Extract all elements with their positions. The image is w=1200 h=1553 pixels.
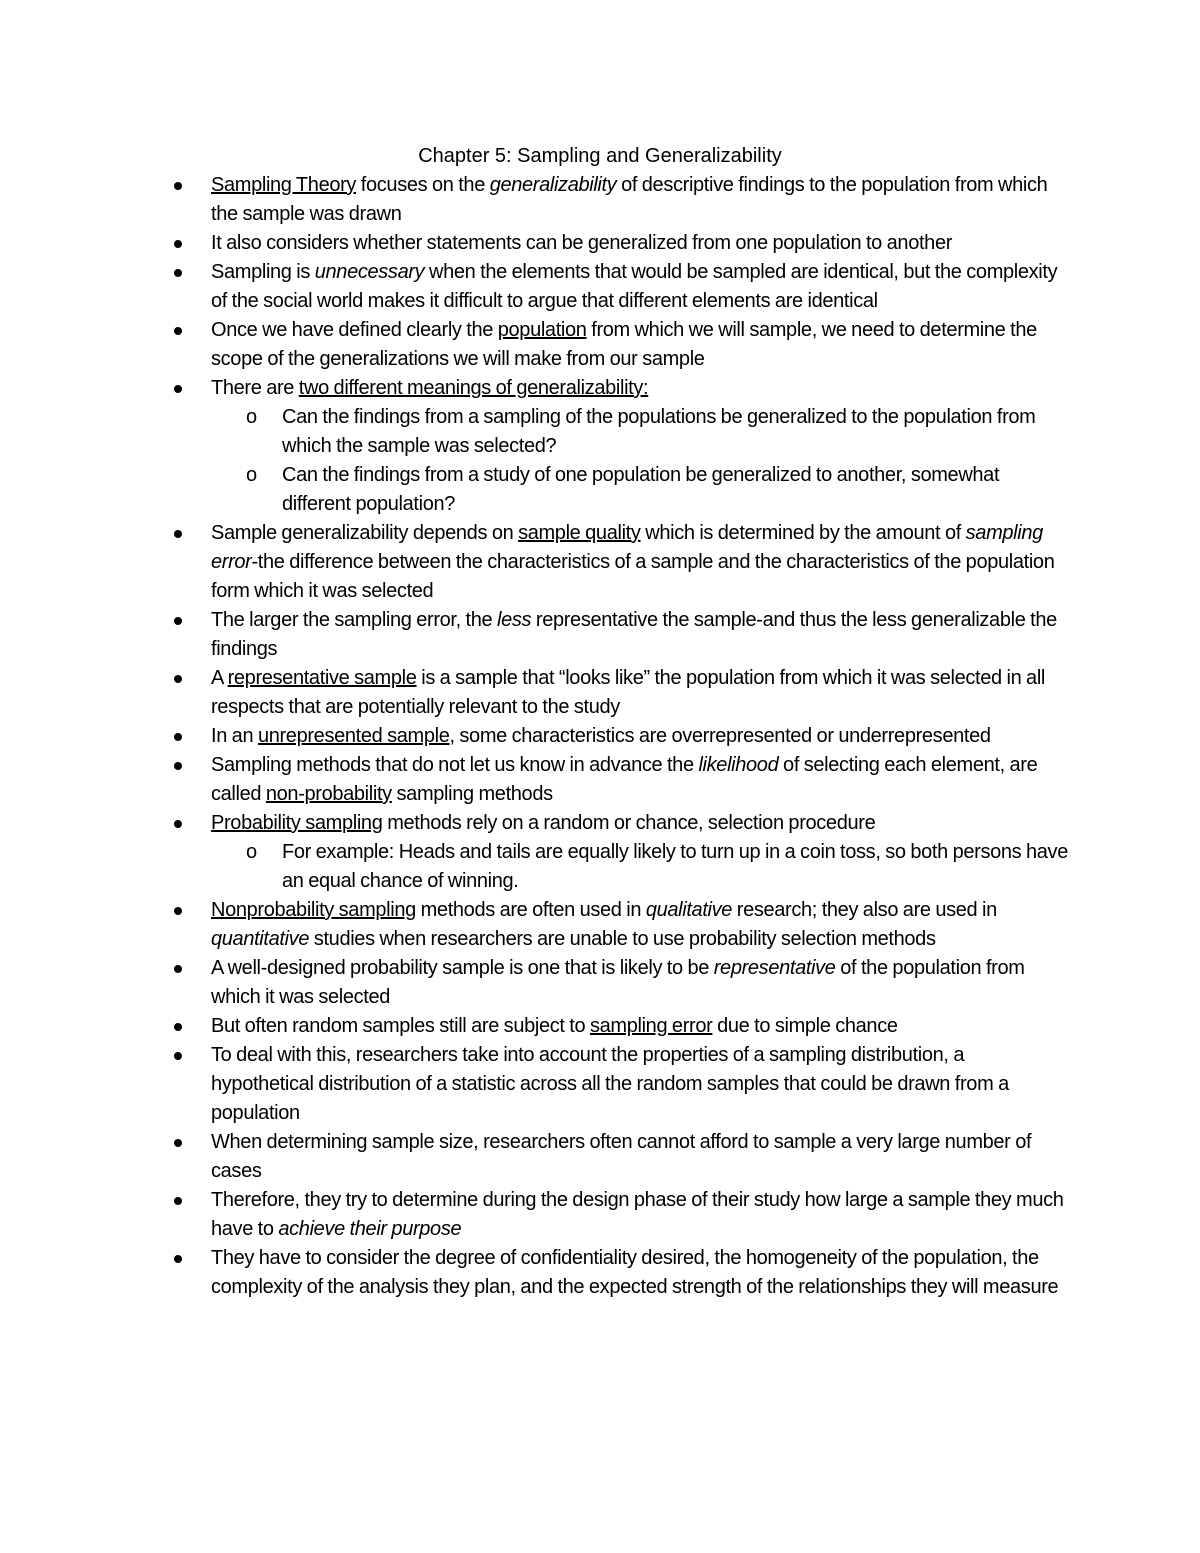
text-segment: Sampling is [211, 261, 315, 283]
text-segment: some characteristics are overrepresented or underrepresented [454, 725, 991, 747]
list-item [0, 606, 1200, 664]
underlined-term: unrepresented sample, [257, 725, 455, 747]
text-segment: A well-designed probability sample is one that is likely to be [211, 957, 714, 979]
text-segment: due to simple chance [712, 1015, 898, 1037]
text-segment: Can the findings from a study of one population be generalized to another, somewhat different population? [282, 464, 1000, 515]
bullet-icon [174, 762, 182, 770]
bullet-icon [174, 327, 182, 335]
text-segment: -the difference between the characteristics of a sample and the characteristics of the population form which it was selected [211, 551, 1055, 602]
text-segment: from which we will sample, we need to determine the scope of the generalizations we will make from our sample [211, 319, 1037, 370]
text-segment: Sample generalizability depends on [211, 522, 519, 544]
bullet-icon [174, 617, 182, 625]
underlined-term: Sampling Theory [211, 174, 357, 196]
text-segment: For example: Heads and tails are equally likely to turn up in a coin toss, so both persons have an equal chance of winning. [282, 841, 1068, 892]
list-item [0, 316, 1200, 374]
list-item [0, 171, 1200, 229]
list-item [0, 954, 1200, 1012]
italic-term: sampling error [211, 522, 1043, 573]
sub-bullet-marker: o [246, 406, 257, 428]
text-segment: of descriptive findings to the population from which the sample was drawn [211, 174, 1048, 225]
text-segment: focuses on the [356, 174, 490, 196]
list-item [0, 809, 1200, 838]
italic-term: less [497, 609, 532, 631]
text-segment: representative the sample-and thus the less generalizable the findings [211, 609, 1057, 660]
list-item [0, 1041, 1200, 1128]
italic-term: quantitative [211, 928, 310, 950]
sub-bullet-marker: o [246, 841, 257, 863]
bullet-icon [174, 182, 182, 190]
text-segment: Once we have defined clearly the [211, 319, 498, 341]
bullet-icon [174, 820, 182, 828]
page-title: Chapter 5: Sampling and Generalizability [418, 145, 782, 167]
italic-term: achieve their purpose [278, 1218, 462, 1240]
italic-term: generalizability [489, 174, 617, 196]
underlined-term: sample quality [518, 522, 641, 544]
text-segment: It also considers whether statements can be generalized from one population to another [211, 232, 953, 254]
sub-list-item [0, 461, 1200, 519]
text-segment: sampling methods [391, 783, 553, 805]
italic-term: qualitative [645, 899, 733, 921]
underlined-term: representative sample [227, 667, 417, 689]
underlined-term: Nonprobability sampling [211, 899, 416, 921]
underlined-term: non-probability [265, 783, 392, 805]
italic-term: representative [713, 957, 836, 979]
list-item [0, 664, 1200, 722]
bullet-icon [174, 733, 182, 741]
text-segment: In an [211, 725, 258, 747]
text-segment: The larger the sampling error, the [211, 609, 498, 631]
text-segment: methods rely on a random or chance, selection procedure [382, 812, 876, 834]
list-item [0, 258, 1200, 316]
bullet-icon [174, 1052, 182, 1060]
text-segment: of the population from which it was selected [211, 957, 1025, 1008]
italic-term: unnecessary [314, 261, 425, 283]
italic-term: likelihood [698, 754, 779, 776]
text-segment: To deal with this, researchers take into account the properties of a sampling distribution, a hypothetical distribution of a statistic across all the random samples that could be drawn from a population [211, 1044, 1009, 1124]
bullet-icon [174, 385, 182, 393]
bullet-icon [174, 530, 182, 538]
bullet-icon [174, 1023, 182, 1031]
text-segment: When determining sample size, researchers often cannot afford to sample a very large number of cases [211, 1131, 1032, 1182]
text-segment: which is determined by the amount of [640, 522, 966, 544]
sub-list-item [0, 838, 1200, 896]
text-segment: Therefore, they try to determine during the design phase of their study how large a sample they much have to [211, 1189, 1064, 1240]
bullet-icon [174, 675, 182, 683]
sub-bullet-marker: o [246, 464, 257, 486]
text-segment: research; they also are used in [732, 899, 997, 921]
bullet-icon [174, 269, 182, 277]
list-item [0, 896, 1200, 954]
bullet-icon [174, 965, 182, 973]
list-item [0, 1128, 1200, 1186]
text-segment: when the elements that would be sampled are identical, but the complexity of the social world makes it difficult to argue that different elements are identical [211, 261, 1058, 312]
text-segment: They have to consider the degree of confidentiality desired, the homogeneity of the population, the complexity of the analysis they plan, and the expected strength of the relationships they will measure [211, 1247, 1059, 1298]
underlined-term: Probability sampling [211, 812, 383, 834]
list-item [0, 1244, 1200, 1302]
text-segment: of selecting each element, are called [211, 754, 1038, 805]
text-segment: Sampling methods that do not let us know in advance the [211, 754, 699, 776]
list-item [0, 722, 1200, 751]
list-item [0, 751, 1200, 809]
sub-list-item [0, 403, 1200, 461]
bullet-icon [174, 240, 182, 248]
text-segment: studies when researchers are unable to use probability selection methods [309, 928, 936, 950]
text-segment: But often random samples still are subject to [211, 1015, 590, 1037]
bullet-icon [174, 1255, 182, 1263]
bullet-icon [174, 1139, 182, 1147]
list-item [0, 1186, 1200, 1244]
bullet-icon [174, 1197, 182, 1205]
list-item [0, 519, 1200, 606]
text-segment: A [211, 667, 228, 689]
text-segment: is a sample that “looks like” the population from which it was selected in all respects that are potentially relevant to the study [211, 667, 1046, 718]
underlined-term: two different meanings of generalizability: [298, 377, 649, 399]
bullet-icon [174, 907, 182, 915]
list-item [0, 374, 1200, 403]
underlined-term: population [497, 319, 587, 341]
text-segment: methods are often used in [415, 899, 646, 921]
text-segment: There are [211, 377, 299, 399]
notes-list [0, 171, 1200, 1302]
list-item [0, 1012, 1200, 1041]
list-item [0, 229, 1200, 258]
underlined-term: sampling error [589, 1015, 713, 1037]
text-segment: Can the findings from a sampling of the populations be generalized to the population from which the sample was selected? [282, 406, 1036, 457]
